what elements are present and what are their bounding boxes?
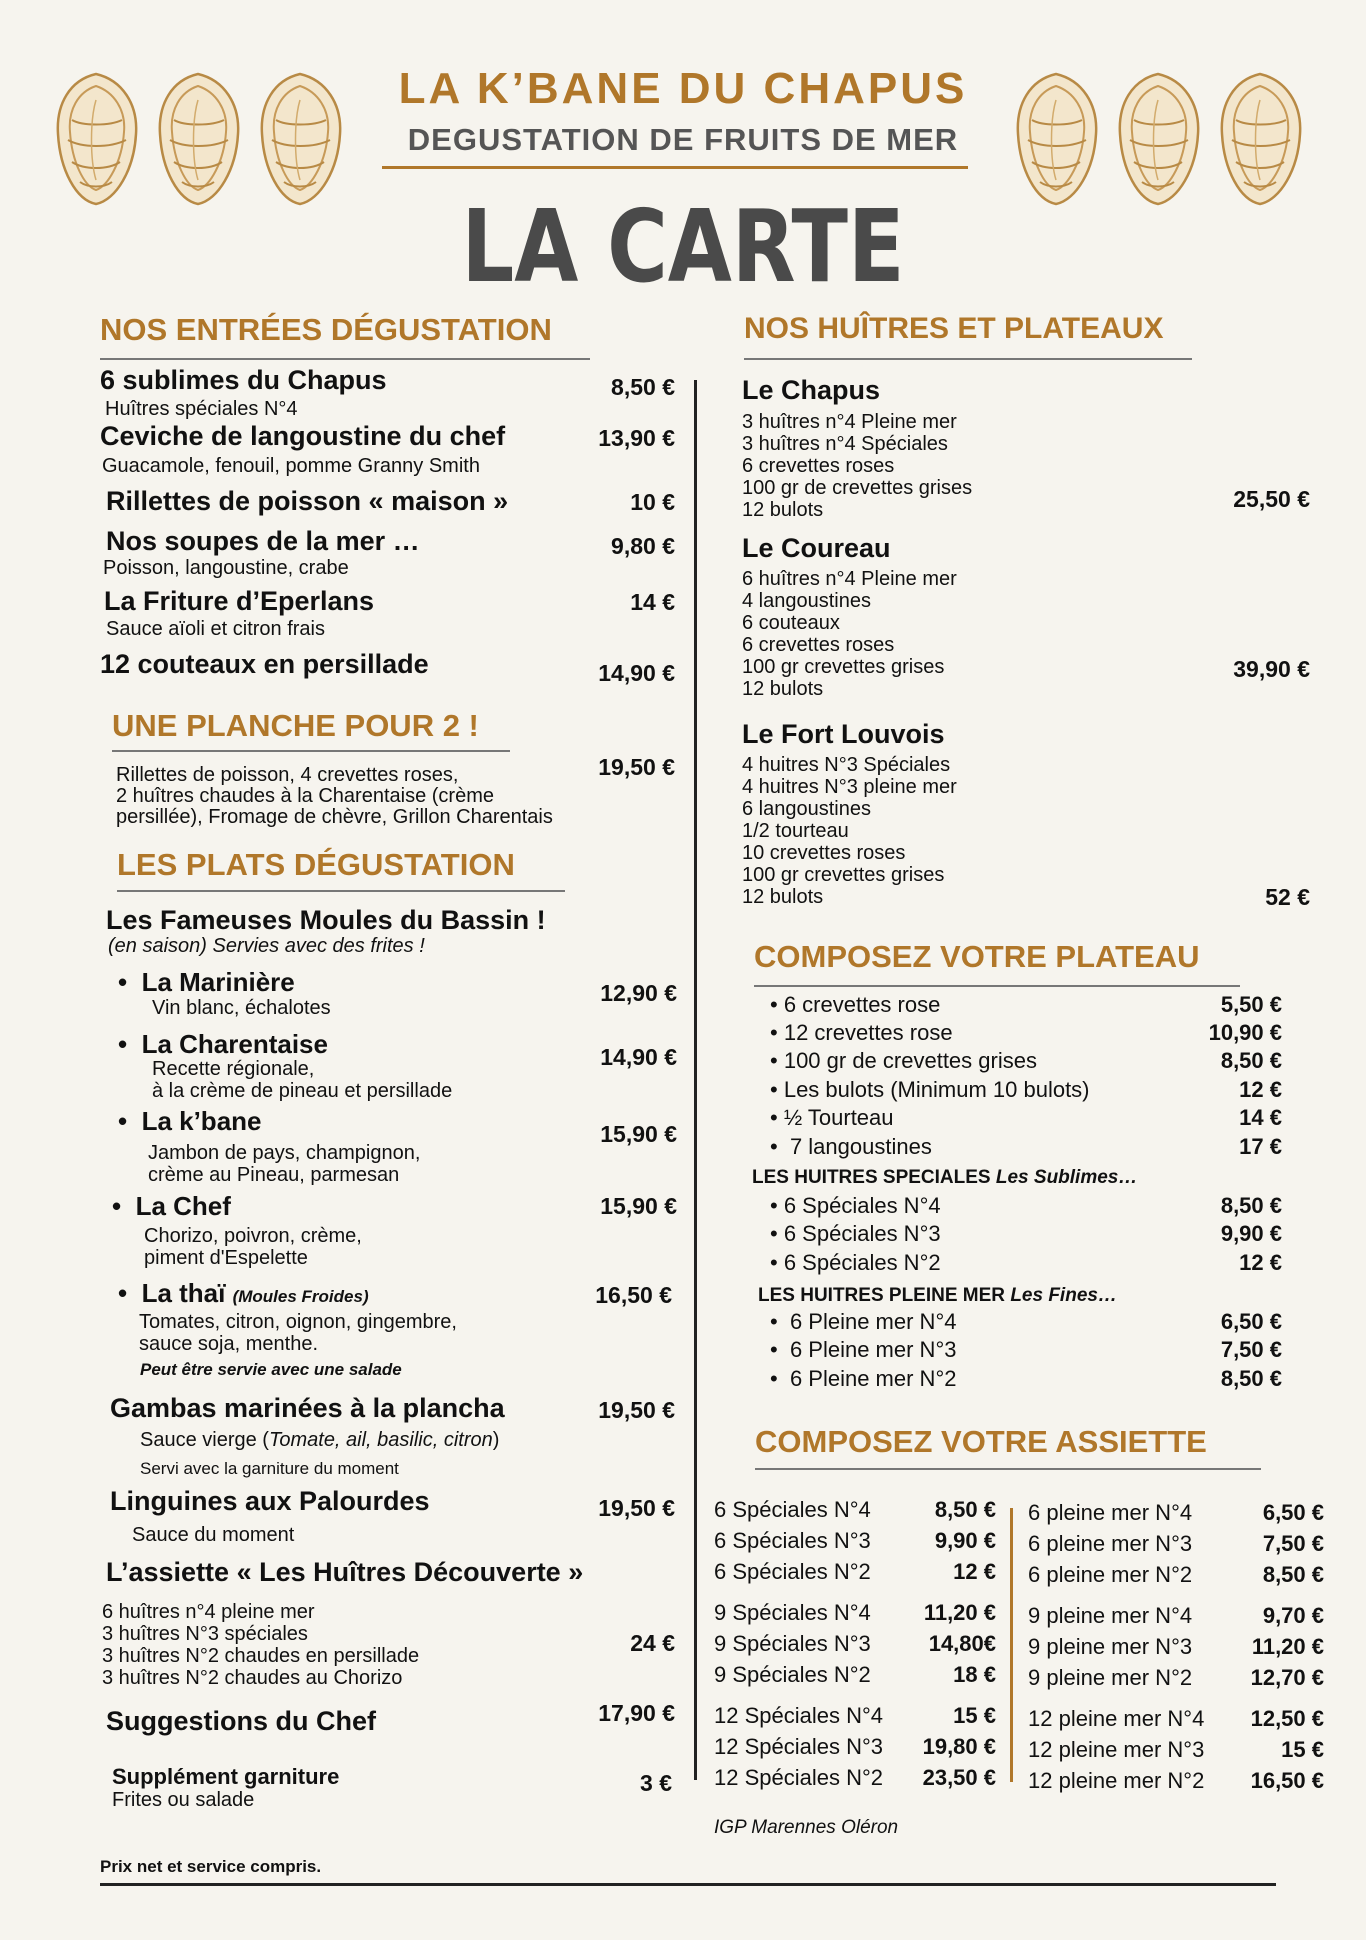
menu-item-desc <box>140 1429 499 1451</box>
option-price: 7,50 € <box>1220 1337 1282 1362</box>
option-price: 12,70 € <box>1250 1665 1324 1690</box>
option-name: 6 Spéciales N°2 <box>714 1559 871 1584</box>
list-item <box>714 1494 996 1525</box>
desc-part: Sauce vierge ( <box>140 1429 269 1451</box>
section-title-plateaux: NOS HUÎTRES ET PLATEAUX <box>744 312 1164 345</box>
section-divider <box>754 985 1240 987</box>
footer-note: Prix net et service compris. <box>100 1857 322 1876</box>
list-item: • 6 Pleine mer N°2 8,50 € <box>770 1366 1282 1391</box>
moules-name: La Charentaise <box>141 1029 328 1059</box>
option-price: 19,80 € <box>922 1734 996 1759</box>
list-item <box>1028 1662 1324 1693</box>
plateau-desc: 6 huîtres n°4 Pleine mer 4 langoustines 6 couteaux 6 crevettes roses 100 gr crevettes grises 12 bulots <box>742 568 957 700</box>
option-price: 8,50 € <box>1220 1193 1282 1218</box>
list-item: • La Charentaise <box>118 1029 328 1059</box>
moules-name: La Marinière <box>141 967 295 997</box>
assiette-speciales-list <box>714 1494 996 1793</box>
option-price: 12 € <box>1239 1250 1282 1275</box>
menu-item-desc: Frites ou salade <box>112 1789 255 1811</box>
moules-desc: Recette régionale, à la crème de pineau et persillade <box>152 1058 453 1102</box>
section-title-plats: LES PLATS DÉGUSTATION <box>117 847 515 882</box>
menu-item-price: 10 € <box>630 489 675 515</box>
list-item <box>1028 1528 1324 1559</box>
option-name: 9 pleine mer N°3 <box>1028 1634 1193 1659</box>
menu-item-desc: Sauce aïoli et citron frais <box>106 618 325 640</box>
list-item <box>714 1525 996 1556</box>
option-name: 9 Spéciales N°3 <box>714 1631 871 1656</box>
option-name: 6 Pleine mer N°2 <box>789 1366 957 1391</box>
option-price: 9,70 € <box>1262 1603 1324 1628</box>
plateau-name: Le Chapus <box>742 375 881 405</box>
planche-desc: Rillettes de poisson, 4 crevettes roses, 2 huîtres chaudes à la Charentaise (crème persillée), Fromage de chèvre, Grillon Charentais <box>116 764 553 828</box>
option-price: 12,50 € <box>1250 1706 1324 1731</box>
list-item: • ½ Tourteau 14 € <box>770 1105 1282 1130</box>
list-item <box>714 1762 996 1793</box>
list-item <box>714 1628 996 1659</box>
list-item <box>714 1700 996 1731</box>
menu-item-price: 19,50 € <box>598 1495 675 1521</box>
moules-price: 14,90 € <box>600 1044 677 1070</box>
moules-title: Les Fameuses Moules du Bassin ! <box>106 905 546 935</box>
subheading-pleine-mer <box>758 1285 1117 1307</box>
menu-item-price: 24 € <box>630 1630 675 1656</box>
moules-note: (en saison) Servies avec des frites ! <box>108 935 425 957</box>
assiette-divider <box>1010 1508 1013 1782</box>
option-name: 6 pleine mer N°4 <box>1028 1500 1193 1525</box>
option-price: 8,50 € <box>1262 1562 1324 1587</box>
option-name: 9 pleine mer N°2 <box>1028 1665 1193 1690</box>
footer-divider <box>100 1883 1276 1886</box>
desc-part: ) <box>492 1429 500 1451</box>
option-price: 18 € <box>953 1662 996 1687</box>
list-item: • 6 Spéciales N°2 12 € <box>770 1250 1282 1275</box>
subheading-title: LES HUITRES SPECIALES <box>752 1167 996 1188</box>
list-item <box>1028 1497 1324 1528</box>
option-price: 5,50 € <box>1220 992 1282 1017</box>
option-price: 9,90 € <box>934 1528 996 1553</box>
plateau-desc: 4 huitres N°3 Spéciales 4 huitres N°3 pleine mer 6 langoustines 1/2 tourteau 10 crevettes roses 100 gr crevettes grises 12 bulots <box>742 754 957 908</box>
option-name: 12 pleine mer N°4 <box>1028 1706 1205 1731</box>
option-price: 23,50 € <box>922 1765 996 1790</box>
list-item <box>714 1731 996 1762</box>
option-name: 12 Spéciales N°3 <box>714 1734 884 1759</box>
option-name: 6 Spéciales N°4 <box>714 1497 871 1522</box>
list-item <box>1028 1703 1324 1734</box>
menu-item-name: Nos soupes de la mer … <box>106 526 420 556</box>
option-name: 12 pleine mer N°2 <box>1028 1768 1205 1793</box>
list-item <box>1028 1600 1324 1631</box>
plateau-name: Le Coureau <box>742 533 891 563</box>
menu-item-desc: Guacamole, fenouil, pomme Granny Smith <box>102 455 480 477</box>
option-price: 17 € <box>1239 1134 1282 1159</box>
plateau-price: 25,50 € <box>1233 486 1310 512</box>
section-title-composez-assiette: COMPOSEZ VOTRE ASSIETTE <box>755 1424 1207 1459</box>
moules-price: 16,50 € <box>595 1282 672 1308</box>
list-item: • La thaï (Moules Froides) <box>118 1278 369 1308</box>
option-name: 6 Pleine mer N°4 <box>789 1309 957 1334</box>
list-item: • 6 crevettes rose 5,50 € <box>770 992 1282 1017</box>
option-price: 14 € <box>1239 1105 1282 1130</box>
plateau-price: 52 € <box>1265 884 1310 910</box>
option-price: 9,90 € <box>1220 1221 1282 1246</box>
option-price: 8,50 € <box>1220 1048 1282 1073</box>
list-item <box>1028 1765 1324 1796</box>
option-name: 6 Spéciales N°3 <box>714 1528 871 1553</box>
section-divider <box>755 1468 1261 1470</box>
option-price: 11,20 € <box>923 1600 996 1625</box>
option-name: 6 pleine mer N°3 <box>1028 1531 1193 1556</box>
tagline: DEGUSTATION DE FRUITS DE MER <box>407 122 959 157</box>
list-item: • 6 Pleine mer N°4 6,50 € <box>770 1309 1282 1334</box>
planche-price: 19,50 € <box>598 754 675 780</box>
list-item: • 6 Spéciales N°4 8,50 € <box>770 1193 1282 1218</box>
assiette-pleine-list <box>1028 1497 1324 1796</box>
menu-item-price: 17,90 € <box>598 1700 675 1726</box>
section-title-entrees: NOS ENTRÉES DÉGUSTATION <box>100 312 552 347</box>
option-name: 12 Spéciales N°4 <box>714 1703 884 1728</box>
option-price: 6,50 € <box>1220 1309 1282 1334</box>
moules-name: La k’bane <box>141 1106 262 1136</box>
subheading-sub: Les Fines… <box>1010 1285 1117 1306</box>
list-item: • 6 Pleine mer N°3 7,50 € <box>770 1337 1282 1362</box>
moules-price: 15,90 € <box>600 1121 677 1147</box>
list-item: • 12 crevettes rose 10,90 € <box>770 1020 1282 1045</box>
menu-item-name: Suggestions du Chef <box>106 1706 376 1736</box>
menu-item-price: 9,80 € <box>611 533 675 559</box>
menu-item-note: Servi avec la garniture du moment <box>140 1459 399 1478</box>
list-item: • 6 Spéciales N°3 9,90 € <box>770 1221 1282 1246</box>
moules-price: 15,90 € <box>600 1193 677 1219</box>
list-item: • La Marinière <box>118 967 295 997</box>
option-price: 14,80€ <box>928 1631 996 1656</box>
menu-item-desc: 6 huîtres n°4 pleine mer 3 huîtres N°3 spéciales 3 huîtres N°2 chaudes en persillade 3 huîtres N°2 chaudes au Chorizo <box>102 1601 420 1689</box>
subheading-title: LES HUITRES PLEINE MER <box>758 1285 1011 1306</box>
option-name: 9 Spéciales N°2 <box>714 1662 871 1687</box>
moules-desc: Vin blanc, échalotes <box>152 997 331 1019</box>
option-price: 8,50 € <box>934 1497 996 1522</box>
option-price: 11,20 € <box>1251 1634 1324 1659</box>
menu-item-price: 13,90 € <box>598 425 675 451</box>
menu-item-price: 14,90 € <box>598 660 675 686</box>
option-name: 12 crevettes rose <box>783 1020 953 1045</box>
moules-desc: Tomates, citron, oignon, gingembre, sauce soja, menthe. <box>139 1311 457 1355</box>
moules-note: Peut être servie avec une salade <box>140 1360 402 1379</box>
option-name: Les bulots (Minimum 10 bulots) <box>783 1077 1090 1102</box>
list-item: • La k’bane <box>118 1106 262 1136</box>
option-name: 6 crevettes rose <box>783 992 941 1017</box>
option-price: 12 € <box>953 1559 996 1584</box>
subheading-sub: Les Sublimes… <box>995 1167 1138 1188</box>
list-item <box>714 1556 996 1587</box>
section-divider <box>112 750 510 752</box>
option-name: 9 Spéciales N°4 <box>714 1600 871 1625</box>
moules-price: 12,90 € <box>600 980 677 1006</box>
option-name: 6 Spéciales N°4 <box>783 1193 941 1218</box>
option-price: 6,50 € <box>1262 1500 1324 1525</box>
list-item <box>714 1597 996 1628</box>
list-item: • La Chef <box>112 1191 231 1221</box>
option-price: 16,50 € <box>1250 1768 1324 1793</box>
igp-label: IGP Marennes Oléron <box>714 1817 899 1838</box>
option-name: 7 langoustines <box>783 1134 932 1159</box>
list-item: • 7 langoustines 17 € <box>770 1134 1282 1159</box>
moules-name: La Chef <box>135 1191 231 1221</box>
option-name: 12 pleine mer N°3 <box>1028 1737 1205 1762</box>
menu-item-name: Ceviche de langoustine du chef <box>100 421 506 451</box>
moules-desc: Chorizo, poivron, crème, piment d'Espelette <box>144 1225 362 1269</box>
subheading-speciales <box>752 1167 1137 1189</box>
menu-item-name: Gambas marinées à la plancha <box>110 1393 505 1423</box>
list-item <box>714 1659 996 1690</box>
option-name: 9 pleine mer N°4 <box>1028 1603 1193 1628</box>
plateau-price: 39,90 € <box>1233 656 1310 682</box>
menu-item-price: 19,50 € <box>598 1397 675 1423</box>
section-title-planche: UNE PLANCHE POUR 2 ! <box>112 708 479 743</box>
list-item <box>1028 1559 1324 1590</box>
option-name: 6 Spéciales N°3 <box>783 1221 941 1246</box>
menu-item-price: 8,50 € <box>611 374 675 400</box>
menu-item-desc: Poisson, langoustine, crabe <box>103 557 349 579</box>
moules-name: La thaï <box>141 1278 226 1308</box>
menu-item-name: Supplément garniture <box>112 1764 340 1789</box>
restaurant-name: LA K’BANE DU CHAPUS <box>398 64 968 113</box>
option-price: 15 € <box>953 1703 996 1728</box>
menu-item-name: L’assiette « Les Huîtres Découverte » <box>106 1557 584 1587</box>
plateau-desc: 3 huîtres n°4 Pleine mer 3 huîtres n°4 Spéciales 6 crevettes roses 100 gr de crevettes grises 12 bulots <box>742 411 973 521</box>
moules-desc: Jambon de pays, champignon, crème au Pineau, parmesan <box>148 1142 421 1186</box>
page-title: LA CARTE <box>461 188 905 305</box>
menu-item-price: 3 € <box>640 1770 672 1796</box>
option-name: 6 Spéciales N°2 <box>783 1250 941 1275</box>
option-price: 7,50 € <box>1262 1531 1324 1556</box>
option-name: 12 Spéciales N°2 <box>714 1765 884 1790</box>
menu-item-name: 6 sublimes du Chapus <box>100 365 387 395</box>
section-divider <box>100 358 590 360</box>
option-price: 12 € <box>1239 1077 1282 1102</box>
list-item <box>1028 1734 1324 1765</box>
plateau-name: Le Fort Louvois <box>742 719 945 749</box>
list-item: • Les bulots (Minimum 10 bulots) 12 € <box>770 1077 1282 1102</box>
menu-item-name: Linguines aux Palourdes <box>110 1486 430 1516</box>
menu-item-name: La Friture d’Eperlans <box>104 586 375 616</box>
option-name: ½ Tourteau <box>783 1105 894 1130</box>
list-item <box>1028 1631 1324 1662</box>
option-price: 15 € <box>1281 1737 1324 1762</box>
column-divider <box>694 380 697 1780</box>
moules-tag: (Moules Froides) <box>232 1287 369 1306</box>
menu-item-desc: Huîtres spéciales N°4 <box>105 398 298 420</box>
option-name: 6 Pleine mer N°3 <box>789 1337 957 1362</box>
menu-item-name: 12 couteaux en persillade <box>100 649 429 679</box>
list-item: • 100 gr de crevettes grises 8,50 € <box>770 1048 1282 1073</box>
section-divider <box>744 358 1192 360</box>
desc-part: Tomate, ail, basilic, citron <box>268 1429 493 1451</box>
menu-item-price: 14 € <box>630 589 675 615</box>
option-price: 8,50 € <box>1220 1366 1282 1391</box>
section-divider <box>117 890 565 892</box>
section-title-composez-plateau: COMPOSEZ VOTRE PLATEAU <box>754 939 1200 974</box>
menu-item-name: Rillettes de poisson « maison » <box>106 486 509 516</box>
menu-item-desc: Sauce du moment <box>132 1524 295 1546</box>
option-name: 100 gr de crevettes grises <box>783 1048 1037 1073</box>
tagline-divider <box>382 166 968 169</box>
option-name: 6 pleine mer N°2 <box>1028 1562 1193 1587</box>
option-price: 10,90 € <box>1208 1020 1282 1045</box>
